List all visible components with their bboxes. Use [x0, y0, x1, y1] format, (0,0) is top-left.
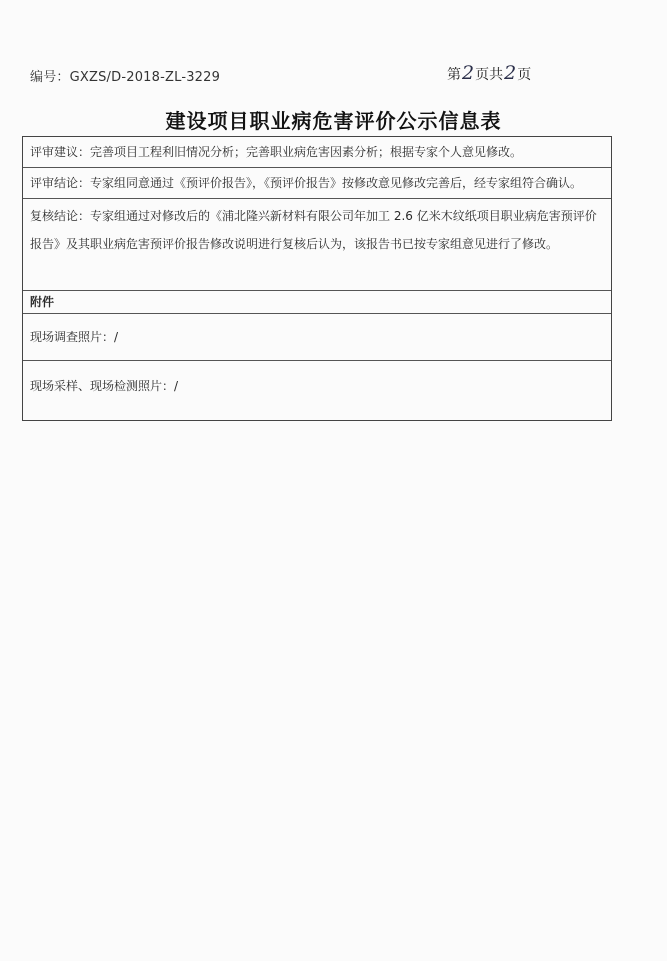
page-total-handwritten: 2: [504, 62, 517, 84]
attachments-label: 附件: [30, 295, 55, 309]
review-conclusion-label: 评审结论：: [30, 176, 91, 190]
recheck-conclusion-row: [23, 199, 611, 291]
document-number: 编号：GXZS/D-2018-ZL-3229: [30, 70, 221, 85]
review-suggestion-label: 评审建议：: [30, 145, 91, 159]
document-title: 建设项目职业病危害评价公示信息表: [165, 109, 502, 133]
recheck-label: 复核结论：: [30, 209, 91, 223]
review-suggestion-text: 完善项目工程利旧情况分析；完善职业病危害因素分析；根据专家个人意见修改。: [90, 145, 523, 159]
site-photos-label: 现场调查照片：: [30, 330, 115, 344]
site-photos-value: /: [114, 330, 119, 344]
page-current-handwritten: 2: [462, 62, 475, 84]
page-suffix: 页: [517, 67, 532, 83]
review-suggestion-row: [23, 137, 611, 168]
site-photos-row: [23, 314, 611, 361]
page-prefix: 第: [447, 67, 461, 83]
info-table: [22, 136, 612, 421]
page-middle: 页共: [475, 67, 504, 83]
page-count: [447, 62, 531, 84]
recheck-text: 专家组通过对修改后的《浦北隆兴新材料有限公司年加工 2.6 亿米木纹纸项目职业病危害预评价报告》及其职业病危害预评价报告修改说明进行复核后认为，该报告书已按专家组意见进行了修改。: [30, 209, 597, 251]
review-conclusion-row: [23, 168, 611, 199]
attachments-row: [23, 291, 611, 314]
sampling-photos-value: /: [174, 379, 179, 393]
sampling-photos-row: [23, 361, 611, 420]
review-conclusion-text: 专家组同意通过《预评价报告》，《预评价报告》按修改意见修改完善后，经专家组符合确认。: [90, 176, 583, 190]
sampling-photos-label: 现场采样、现场检测照片：: [30, 379, 175, 393]
